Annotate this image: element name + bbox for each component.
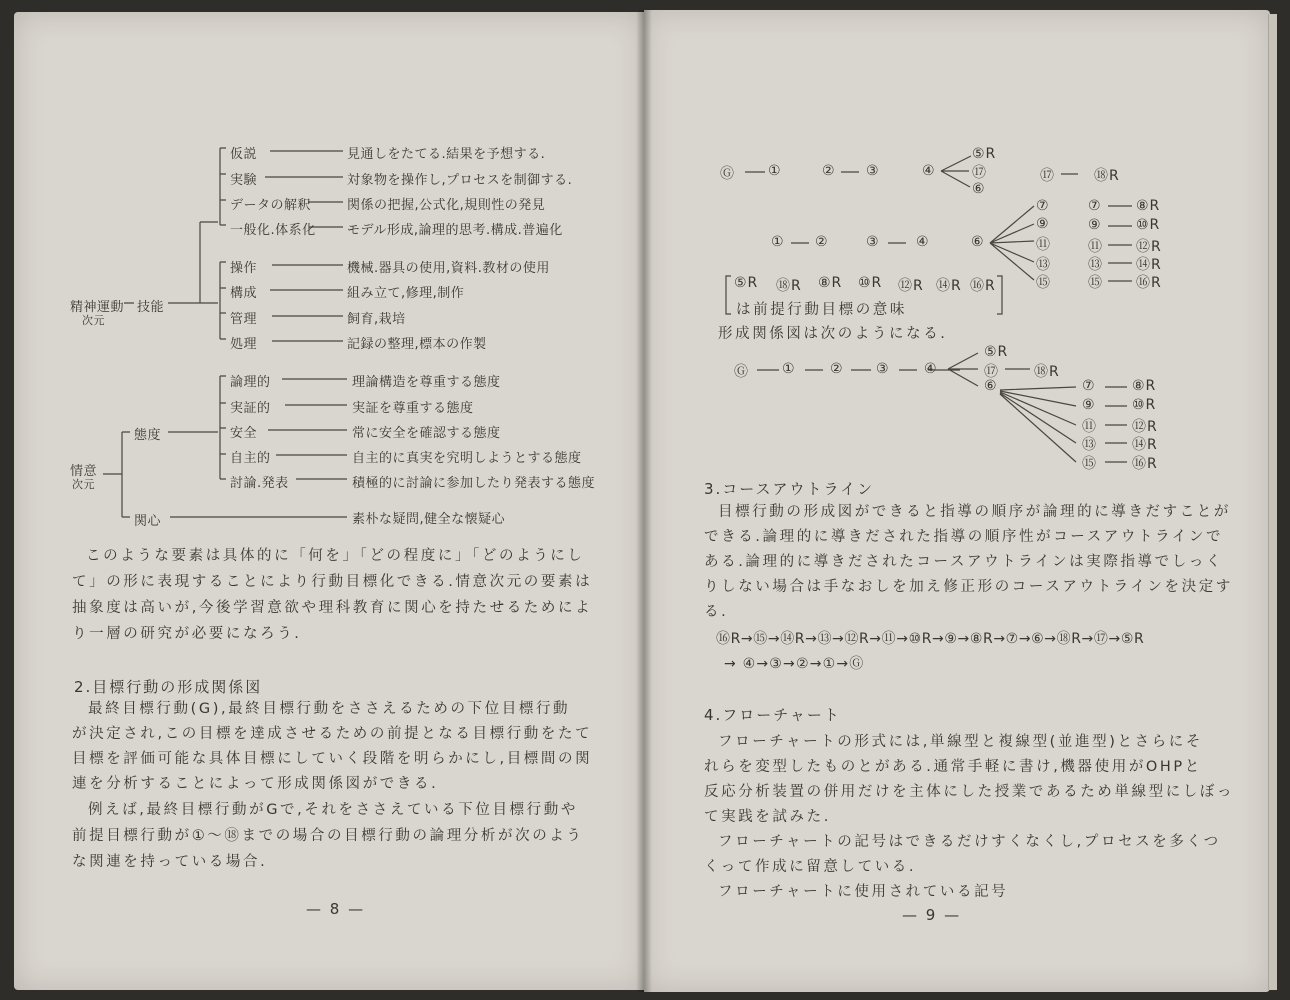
node: ⑨ (1088, 217, 1102, 233)
node: ⑮ (1082, 456, 1097, 472)
node: ⑫R (1132, 419, 1158, 435)
node: ⑥ (971, 234, 985, 250)
r-node: ⑧R (818, 275, 843, 291)
tree1-item-label: 処理 (230, 337, 258, 352)
figure-caption: 形成関係図は次のようになる. (718, 326, 948, 342)
node: ① (768, 163, 782, 179)
r-node: ⑫R (898, 278, 924, 294)
tree1-item-desc: 機械.器具の使用,資料.教材の使用 (347, 261, 550, 276)
node: ③ (866, 163, 880, 179)
r-node: ⑤R (734, 275, 759, 291)
node: ⑦ (1088, 198, 1102, 214)
paragraph-line: 目標を評価可能な具体目標にしていく段階を明らかにし,目標間の関 (72, 751, 593, 767)
paragraph-line: 例えば,最終目標行動がGで,それをささえている下位目標行動や (88, 802, 578, 818)
paragraph-line: このような要素は具体的に「何を」「どの程度に」「どのようにし (86, 548, 585, 564)
r-node: ⑱R (776, 278, 802, 294)
r-node: ⑯R (970, 278, 996, 294)
node: ⑪ (1036, 237, 1051, 253)
tree2-item-desc: 積極的に討論に参加したり発表する態度 (352, 476, 596, 491)
node: ② (830, 361, 844, 377)
node: ⑮ (1036, 275, 1051, 291)
paragraph-line: 目標行動の形成図ができると指導の順序が論理的に導きだすことが (718, 504, 1231, 520)
tree1-skill-label: 技能 (137, 300, 165, 315)
tree2-item-label: 論理的 (230, 375, 271, 390)
tree1-item-desc: 記録の整理,標本の作製 (347, 337, 487, 352)
section-heading: 3.コースアウトライン (704, 480, 875, 498)
node: ⑯R (1132, 456, 1158, 472)
tree1-item-label: 実験 (230, 173, 258, 188)
course-sequence: → ④→③→②→①→Ⓖ (724, 656, 865, 672)
node: ⑪ (1088, 239, 1103, 255)
node: ④ (922, 163, 936, 179)
node: ⑮ (1088, 275, 1103, 291)
paragraph-line: て」の形に表現することにより行動目標化できる.情意次元の要素は (72, 574, 593, 590)
paragraph-line: り一層の研究が必要になろう. (72, 626, 302, 642)
node: ⑰ (1040, 168, 1055, 184)
tree1-root-sublabel: 次元 (82, 314, 105, 327)
tree1-item-desc: 飼育,栽培 (347, 312, 406, 327)
tree2-item-desc: 実証を尊重する態度 (352, 401, 474, 416)
node: ⑱R (1034, 364, 1060, 380)
page-number: — 8 — (306, 900, 366, 918)
node: ⑬ (1036, 257, 1051, 273)
node: ① (782, 361, 796, 377)
paragraph-line: が決定され,この目標を達成させるための前提となる目標行動をたて (72, 726, 593, 742)
tree2-root-sublabel: 次元 (72, 478, 95, 491)
node: ① (771, 234, 785, 250)
node: ⑤R (972, 146, 997, 162)
tree2-item-label: 自主的 (230, 451, 271, 466)
node: ④ (916, 234, 930, 250)
node: ⑦ (1082, 378, 1096, 394)
node: ⑰ (972, 165, 987, 181)
node: ⑰ (984, 364, 999, 380)
node: ⑯R (1136, 275, 1162, 291)
section-heading: 4.フローチャート (704, 706, 841, 724)
node-goal: Ⓖ (734, 364, 749, 380)
node-goal: Ⓖ (720, 166, 735, 182)
paragraph-line: できる.論理的に導きだされた指導の順序性がコースアウトラインで (704, 529, 1224, 545)
tree2-root-label: 情意 (70, 464, 98, 479)
paragraph-line: 反応分析装置の併用だけを主体にした授業であるため単線型にしぼっ (704, 784, 1235, 800)
paragraph-line: 最終目標行動(G),最終目標行動をささえるための下位目標行動 (88, 701, 571, 717)
tree2-item-desc: 理論構造を尊重する態度 (352, 375, 501, 390)
node: ⑨ (1082, 397, 1096, 413)
tree1-item-label: 管理 (230, 312, 258, 327)
tree2-attitude-label: 態度 (134, 428, 162, 443)
tree1-item-label: 仮説 (230, 147, 258, 162)
paragraph-line: 連を分析することによって形成関係図ができる. (72, 776, 439, 792)
paragraph-line: て実践を試みた. (704, 809, 831, 825)
tree2-interest-label: 関心 (134, 514, 162, 529)
node: ⑩R (1136, 217, 1161, 233)
tree1-item-desc: 関係の把握,公式化,規則性の発見 (347, 198, 546, 213)
r-note: は前提行動目標の意味 (736, 302, 907, 318)
paragraph-line: フローチャートの記号はできるだけすくなくし,プロセスを多くつ (718, 834, 1221, 850)
paragraph-line: る. (704, 604, 729, 620)
node: ⑧R (1132, 378, 1157, 394)
tree2-item-label: 安全 (230, 426, 258, 441)
paragraph-line: フローチャートの形式には,単線型と複線型(並進型)とさらにそ (718, 734, 1203, 750)
node: ④ (924, 361, 938, 377)
tree2-item-desc: 常に安全を確認する態度 (352, 426, 501, 441)
tree1-item-desc: 組み立て,修理,制作 (347, 286, 465, 301)
paragraph-line: くって作成に留意している. (704, 859, 917, 875)
node: ⑬ (1082, 437, 1097, 453)
node: ② (815, 234, 829, 250)
tree2-item-label: 討論.発表 (230, 476, 289, 491)
paragraph-line: ある.論理的に導きだされたコースアウトラインは実際指導でしっく (704, 554, 1224, 570)
node: ⑱R (1094, 168, 1120, 184)
node: ⑨ (1036, 216, 1050, 232)
tree1-item-desc: モデル形成,論理的思考.構成.普遍化 (347, 223, 563, 238)
tree1-item-label: 操作 (230, 261, 258, 276)
node: ⑬ (1088, 257, 1103, 273)
tree1-item-label: データの解釈 (230, 198, 312, 213)
tree1-item-label: 一般化.体系化 (230, 223, 316, 238)
node: ⑤R (984, 344, 1009, 360)
course-sequence: ⑯R→⑮→⑭R→⑬→⑫R→⑪→⑩R→⑨→⑧R→⑦→⑥→⑱R→⑰→⑤R (716, 631, 1145, 647)
paragraph-line: りしない場合は手なおしを加え修正形のコースアウトラインを決定す (704, 579, 1233, 595)
node: ② (822, 163, 836, 179)
paragraph-line: 前提目標行動が①〜⑱までの場合の目標行動の論理分析が次のよう (72, 828, 584, 844)
tree1-root-label: 精神運動 (70, 300, 125, 315)
node: ③ (876, 361, 890, 377)
paragraph-line: 抽象度は高いが,今後学習意欲や理科教育に関心を持たせるためによ (72, 600, 593, 616)
node: ⑩R (1132, 397, 1157, 413)
r-node: ⑭R (936, 278, 962, 294)
section-heading: 2.目標行動の形成関係図 (74, 678, 263, 696)
paragraph-line: フローチャートに使用されている記号 (718, 884, 1009, 900)
paragraph-line: れらを変型したものとがある.通常手軽に書け,機器使用がOHPと (704, 759, 1202, 775)
node: ⑭R (1136, 257, 1162, 273)
node: ③ (866, 234, 880, 250)
page-number: — 9 — (902, 906, 962, 924)
tree1-item-desc: 対象物を操作し,プロセスを制御する. (347, 173, 573, 188)
paragraph-line: な関連を持っている場合. (72, 854, 268, 870)
tree2-item-desc: 自主的に真実を究明しようとする態度 (352, 451, 582, 466)
tree2-interest-desc: 素朴な疑問,健全な懐疑心 (352, 512, 506, 527)
r-node: ⑩R (858, 275, 883, 291)
node: ⑧R (1136, 198, 1161, 214)
node: ⑦ (1036, 198, 1050, 214)
node: ⑥ (984, 378, 998, 394)
node: ⑫R (1136, 239, 1162, 255)
node: ⑪ (1082, 419, 1097, 435)
tree1-item-label: 構成 (230, 286, 258, 301)
tree2-item-label: 実証的 (230, 401, 271, 416)
node: ⑥ (972, 181, 986, 197)
node: ⑭R (1132, 437, 1158, 453)
tree1-item-desc: 見通しをたてる.結果を予想する. (347, 147, 546, 162)
